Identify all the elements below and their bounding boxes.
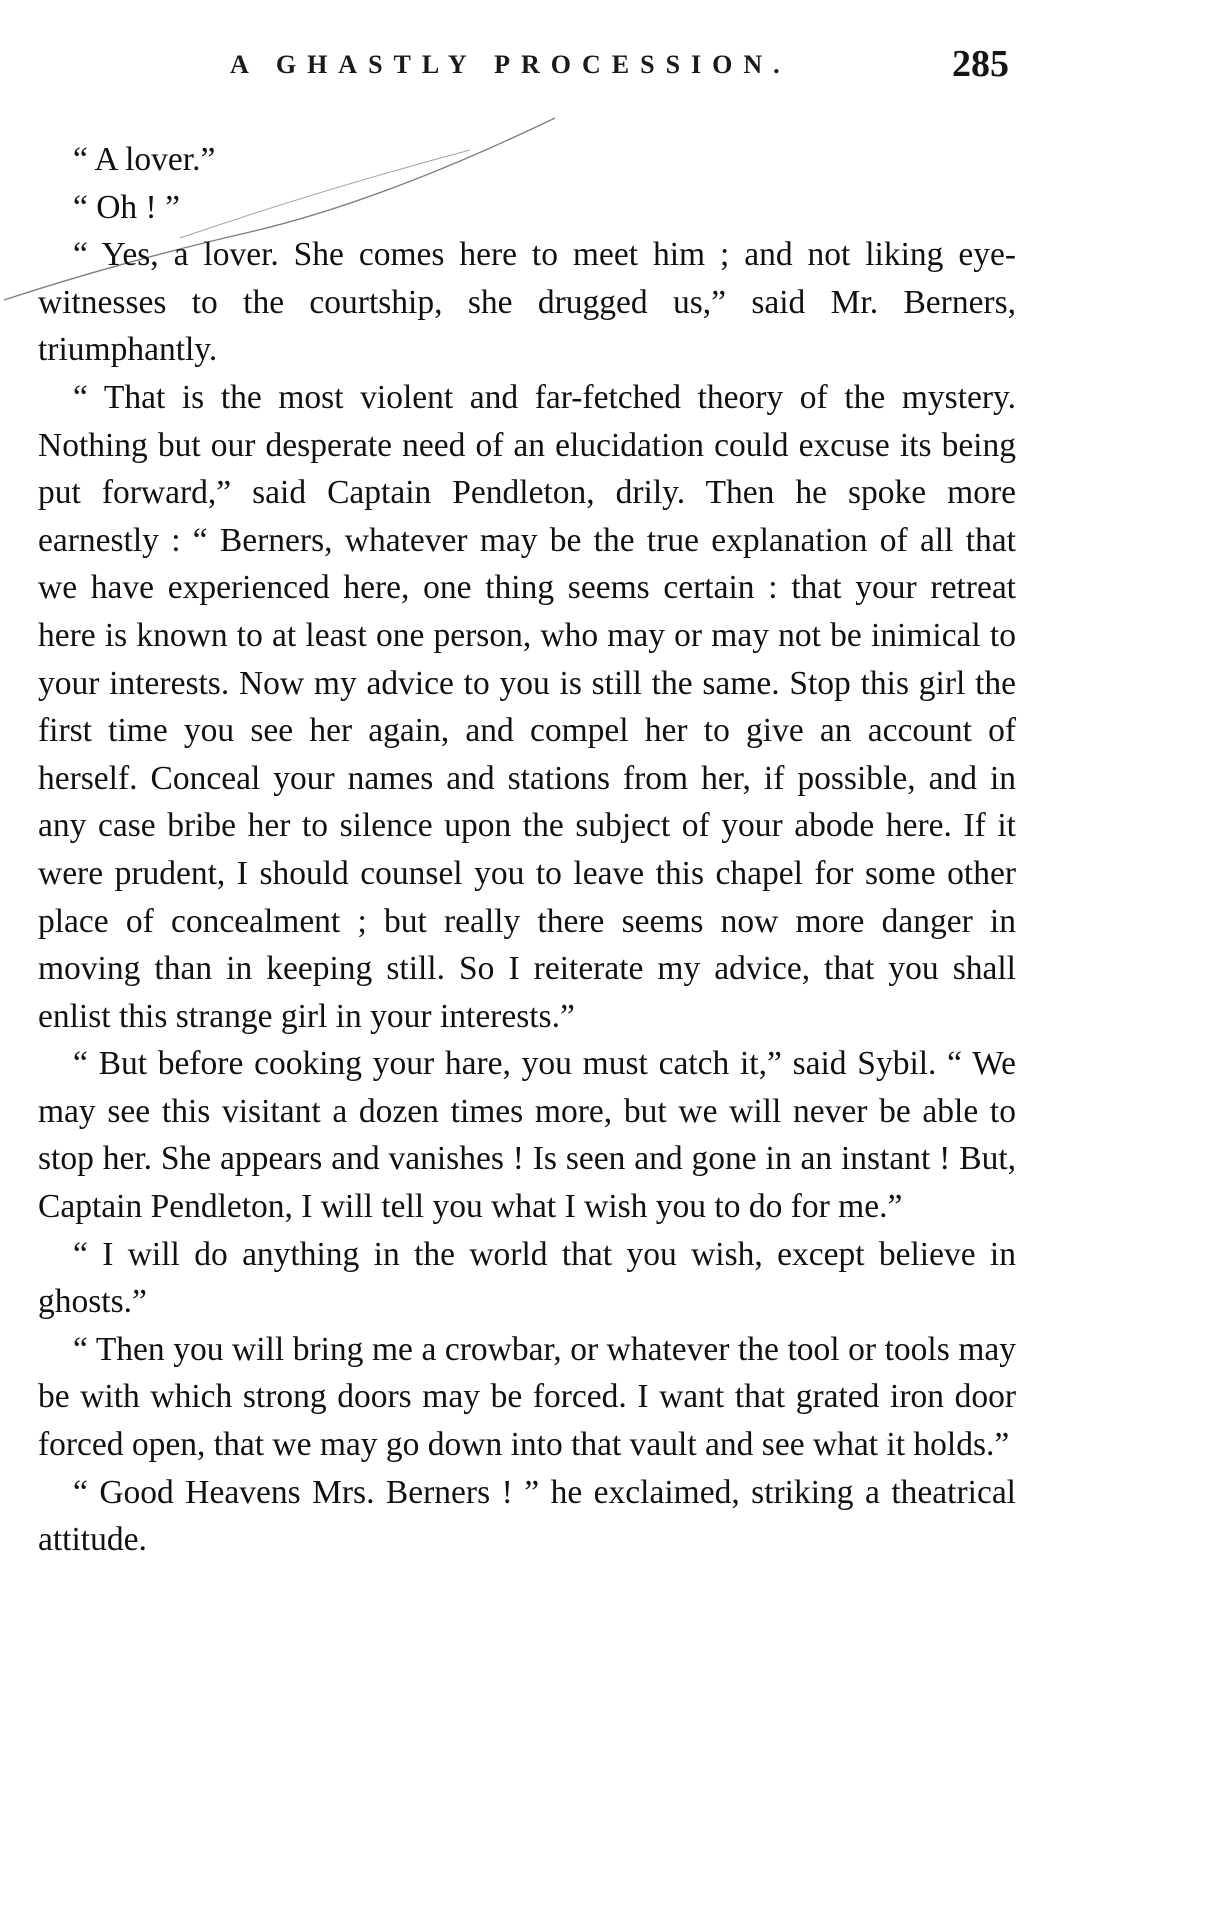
paragraph-2: “ Oh ! ” — [73, 188, 180, 226]
paragraph-7: “ Then you will bring me a crowbar, or whatever the tool or tools may be with which strong doors may be forced. I want that grated iron door forced open, that we may go down into that vault and see what it holds.” — [38, 1330, 1016, 1464]
page-number: 285 — [952, 43, 1009, 85]
paragraph-3: “ Yes, a lover. She comes here to meet him ; and not liking eye-witnesses to the courtship, she drugged us,” said Mr. Berners, triumphantly. — [38, 236, 1016, 369]
paragraph-6: “ I will do anything in the world that you wish, except believe in ghosts.” — [38, 1235, 1016, 1321]
paragraph-4: “ That is the most violent and far-fetched theory of the mystery. Nothing but our desperate need of an elucidation could excuse its being put forward,” said Captain Pendleton, drily. Then he spoke more earnestly : “ Berners, whatever may be the true explanation of all that we have experienced here, one thing seems certain : that your retreat here is known to at least one person, who may or may not be inimical to your interests. Now my advice to you is still the same. Stop this girl the first time you see her again, and compel her to give an account of herself. Conceal your names and stations from her, if possible, and in any case bribe her to silence upon the subject of your abode here. If it were prudent, I should counsel you to leave this chapel for some other place of concealment ; but really there seems now more danger in moving than in keeping still. So I reiterate my advice, that you shall enlist this strange girl in your interests.” — [38, 378, 1016, 1035]
paragraph-8: “ Good Heavens Mrs. Berners ! ” he exclaimed, striking a theatrical attitude. — [38, 1473, 1016, 1559]
running-head: A GHASTLY PROCESSION. — [230, 50, 791, 79]
body-text — [38, 136, 1016, 1564]
paragraph-1: “ A lover.” — [73, 141, 216, 178]
paragraph-5: “ But before cooking your hare, you must catch it,” said Sybil. “ We may see this visitant a dozen times more, but we will never be able to stop her. She appears and vanishes ! Is seen and gone in an instant ! But, Captain Pendleton, I will tell you what I wish you to do for me.” — [38, 1045, 1016, 1226]
